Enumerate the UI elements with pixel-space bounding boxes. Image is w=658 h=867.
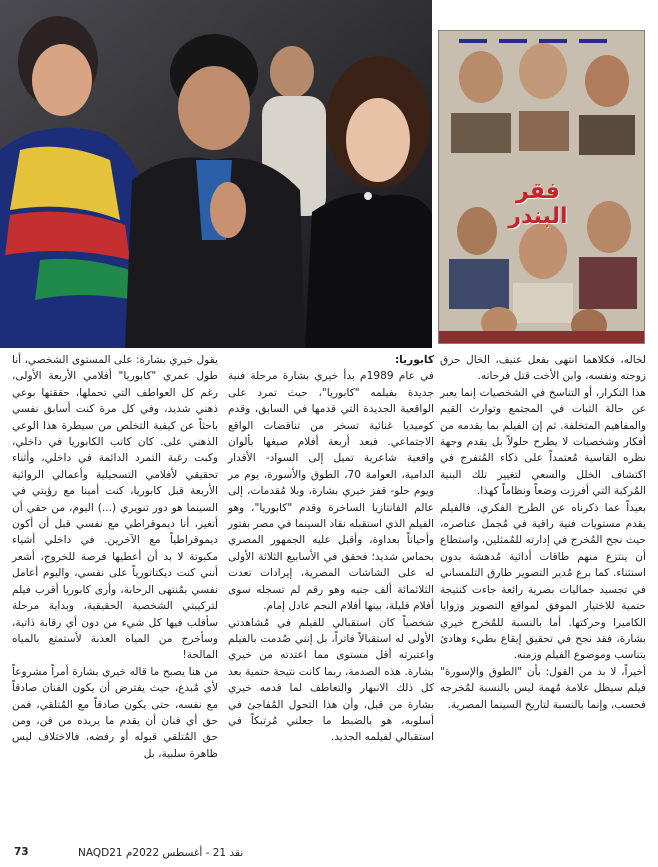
paragraph: من هنا يصبح ما قاله خيري بشارة أمراً مشروعاً لأي مُبدع، حيث يفترض أن يكون الفنان صادقاً مع نفسه، حتى يكون صادقاً مع المُتلقي، فمن حق أي فنان أن يقدم ما يريده من فن، ومن حق المُتلقي قبوله أو رفضه، فالاختلاف ليس ظاهرة سلبية، بل xyxy=(12,665,218,760)
paragraph: لخاله، فكلاهما انتهى بفعل عنيف، الخال حرق زوجته ونفسه، وابن الأخت قتل فرحاته. xyxy=(440,354,646,383)
paragraph: بعيداً عما ذكرناه عن الطرح الفكري، فالفيلم يقدم مستويات فنية راقية في مُجمل عناصره، حيث نجح المُخرج في إدارته للمُمثلين، واستطاع أن ينتزع منهم طاقات أدائية مُدهشة بدون استثناء. كما برع مُدير التصوير طارق التلمساني في تجسيد جماليات بصرية رائعة جاءت كنتيجة حتمية للاختيار الموفق لمواقع التصوير وزوايا الكاميرا وحركتها. أما بالنسبة للمُخرج خيري بشارة، فقد نجح في تحقيق إيقاع بطيء وهادئ يتناسب وموضوع الفيلم وزمنه. xyxy=(440,501,646,662)
article-column-middle xyxy=(228,352,434,839)
page-footer xyxy=(0,842,658,867)
paragraph: يقول خيري بشارة: على المستوى الشخصي، أنا طول عمري "كابوريا" أفلامي الأربعة الأولى، رغم كل العواطف التي تحملها، حققتها بوعي ذهني شديد، وفي كل مرة كنت أسابق نفسي باحثاً عن كيفية التخلص من سيطرة هذا الوعي الذهني على. كان كاتب الكابوريا في داخلي، وكبت رغبة التمرد الدائمة في داخلي، وأثناء تحقيقي لأفلامي التسجيلية وأعمالي الروائية الأربعة قبل كابوريا، كنت أمينا مع رؤيتي في السينما هو دور تنويري (...) اليوم، من حقي أن أتغير، أنا ديموقراطي مع نفسي قبل أن أكون ديموقراطياً مع الآخرين. في داخلي أشياء مكبوتة لا بد أن أعطيها فرصة للخروج، أشعر أنني كنت ديكتاتورياً على نفسي، واليوم أعامل نفسي بمُنتهى الرحابة، وأرى كابوريا أقرب فيلم لتركيبتي الشخصية الحقيقية، وبداية مرحلة سأقلب فيها كل شيء من دون أي رقابة ذاتية، وسأخرج من المياه العذبة لأستمتع بالمياه المالحة! xyxy=(12,354,218,662)
page-number: 73 xyxy=(14,846,29,858)
paragraph: شخصياً كان استقبالي للفيلم في مُشاهدتي الأولى له استقبالاً فاتراً، بل إنني صُدمت بالفيلم واعتبرته أقل مستوى مما اعتدته من خيري بشارة. هذه الصدمة، ربما كانت نتيجة حتمية بعد كل ذلك الانبهار والتعاطف لما قدمه خيري بشارة من قبل، وأن هذا التحول المُفاجئ في أسلوبه، هو بالضبط ما جعلني مُرتبكاً في استقبالي لفيلمه الجديد. xyxy=(228,616,434,744)
poster-title: فقر البندر xyxy=(508,179,568,229)
issue-info: نقد 21 - أغسطس 2022م NAQD21 xyxy=(78,847,244,859)
paragraph: في عام 1989م بدأ خيري بشارة مرحلة فنية جديدة بفيلمه "كابوريا"، حيث تمرد على الواقعية الجديدة التي قدمها في السابق، وقدم كوميديا غنائية تسخر من تناقضات الواقع الاجتماعي. فبعد أربعة أفلام صبغها بألوان واقعية شاعرية تميل إلى السواد- الأقدار الدامية، العوامة 70، الطوق والأسورة، يوم مر ويوم حلو- قفز خيري بشارة، وبلا مُقدمات، إلى عالم الفانتازيا الساخرة وقدم "كابوريا"، وهو الفيلم الذي استقبله نقاد السينما في مصر بفتور وأحياناً بعداوة، وأقبل عليه الجمهور المصري بحماس شديد؛ فحقق في الأسابيع الثلاثة الأولى له على الشاشات المصرية، إيرادات تعدت الثلاثمائة ألف جنيه وهو رقم لم تسجله سوى أفلام قليلة، بينها أفلام النجم عادل إمام. xyxy=(228,370,434,613)
article-column-right xyxy=(440,352,646,839)
paragraph: هذا التكرار، أو التناسخ في الشخصيات إنما يعبر عن حالة الثبات في المجتمع وتوارث القيم والمفاهيم المتخلفة. ثم إن الفيلم بما يقدمه من أفكار وشخصيات لا يطرح حلولاً بل يقدم وجهة نظره القاسية مُعتمداً على ذكاء المُتفرج في اكتشاف الخلل والسعي لتغيير تلك البنية المُركبة التي أفرزت وضعاً ونظاماً كهذا. xyxy=(440,386,646,498)
article-column-left xyxy=(12,352,218,839)
section-heading: كابوريا: xyxy=(394,354,434,366)
film-still-illustration xyxy=(0,0,432,348)
main-photo xyxy=(0,0,432,348)
paragraph: أخيراً، لا بد من القول: بأن "الطوق والإسورة" فيلم سيظل علامة مُهمة ليس بالنسبة لمُخرجه فحسب، وإنما بالنسبة لتاريخ السينما المصرية. xyxy=(440,665,646,711)
film-poster xyxy=(438,30,645,344)
